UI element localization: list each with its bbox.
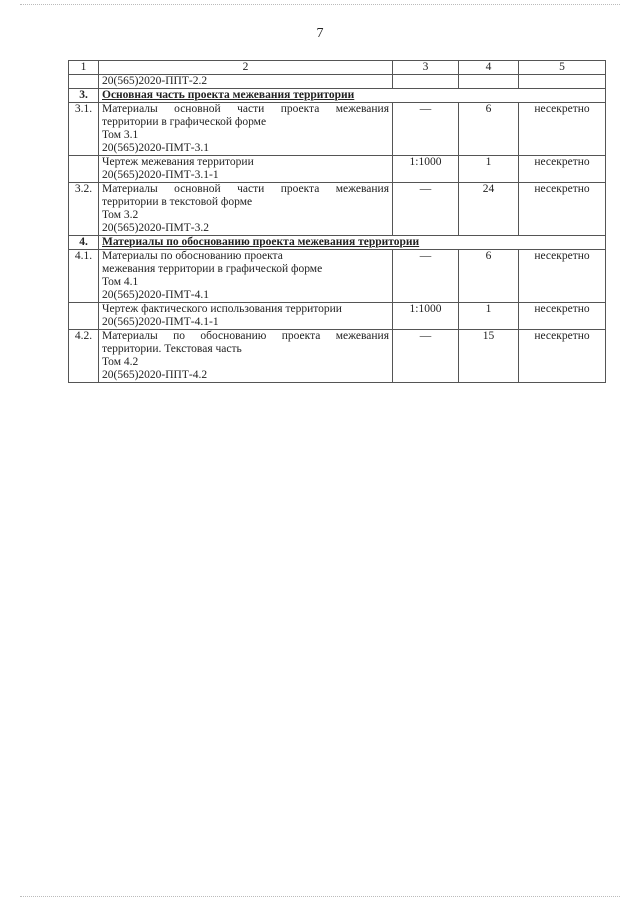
scan-edge-bottom [20,896,620,898]
row-scale: — [393,103,459,156]
header-col-3: 3 [393,61,459,75]
header-col-1: 1 [69,61,99,75]
section-title: Основная часть проекта межевания территории [99,89,606,103]
row-scale: 1:1000 [393,303,459,330]
row-secrecy: несекретно [519,183,606,236]
row-number: 3.1. [69,103,99,156]
table-header-row [69,61,606,75]
table-row [69,183,606,236]
row-sheets: 1 [459,303,519,330]
table-row [69,330,606,383]
row-scale: — [393,330,459,383]
section-row [69,236,606,250]
row-description: 20(565)2020-ППТ-2.2 [99,75,393,89]
section-number: 3. [69,89,99,103]
section-number: 4. [69,236,99,250]
table-row [69,250,606,303]
row-secrecy: несекретно [519,250,606,303]
row-sheets: 6 [459,250,519,303]
table-row [69,103,606,156]
row-description: Материалы по обоснованию проекта межевания территории в графической форме Том 4.1 20(565)2020-ПМТ-4.1 [99,250,393,303]
row-secrecy: несекретно [519,303,606,330]
row-description: Материалы основной части проекта межевания территории в текстовой форме Том 3.2 20(565)2020-ПМТ-3.2 [99,183,393,236]
row-scale: — [393,250,459,303]
documents-table [68,60,606,383]
row-scale: 1:1000 [393,156,459,183]
row-description: Чертеж межевания территории 20(565)2020-ПМТ-3.1-1 [99,156,393,183]
row-number: 4.1. [69,250,99,303]
row-sheets: 6 [459,103,519,156]
row-sheets: 15 [459,330,519,383]
page-number: 7 [316,26,324,41]
table-row [69,156,606,183]
table-row [69,75,606,89]
row-sheets: 24 [459,183,519,236]
row-number: 3.2. [69,183,99,236]
section-title: Материалы по обоснованию проекта межевания территории [99,236,606,250]
header-col-2: 2 [99,61,393,75]
scan-edge-top [20,4,620,6]
row-secrecy: несекретно [519,330,606,383]
section-row [69,89,606,103]
row-number: 4.2. [69,330,99,383]
header-col-5: 5 [519,61,606,75]
row-sheets: 1 [459,156,519,183]
row-secrecy: несекретно [519,156,606,183]
row-scale: — [393,183,459,236]
header-col-4: 4 [459,61,519,75]
row-description: Чертеж фактического использования территории 20(565)2020-ПМТ-4.1-1 [99,303,393,330]
table-row [69,303,606,330]
row-secrecy: несекретно [519,103,606,156]
row-description: Материалы по обоснованию проекта межевания территории. Текстовая часть Том 4.2 20(565)2020-ППТ-4.2 [99,330,393,383]
row-description: Материалы основной части проекта межевания территории в графической форме Том 3.1 20(565)2020-ПМТ-3.1 [99,103,393,156]
